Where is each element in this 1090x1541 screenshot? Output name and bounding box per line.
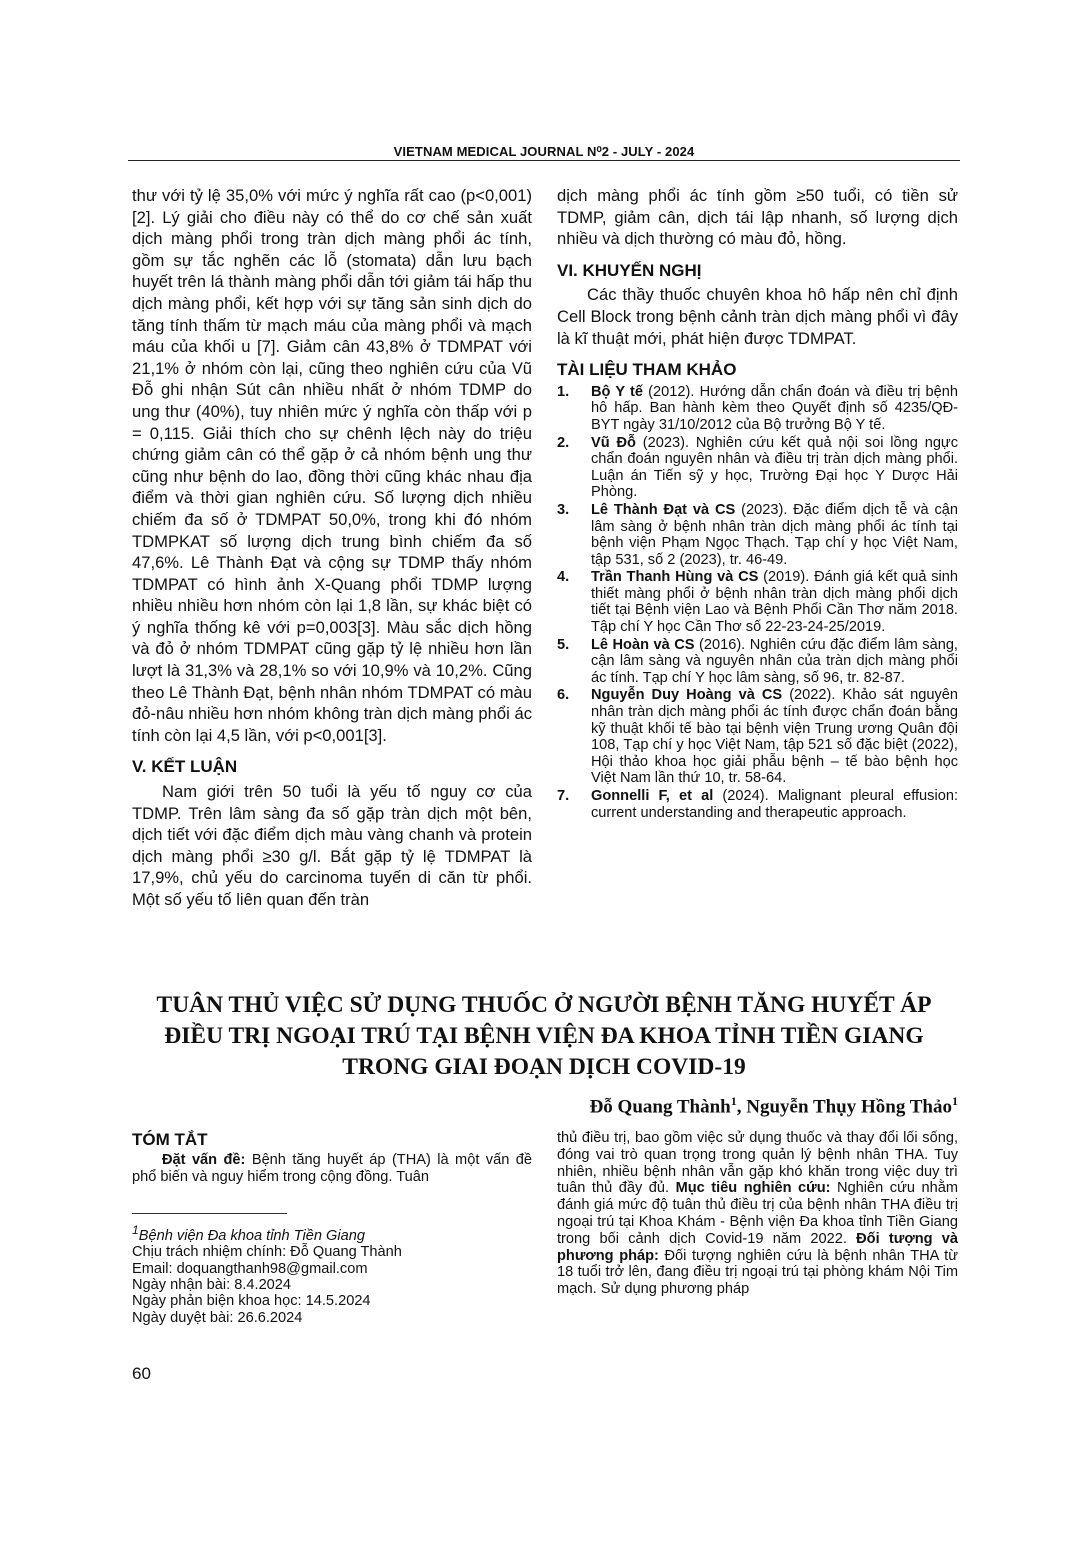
article-title [128,990,960,1083]
abstract-lead: Mục tiêu nghiên cứu: [675,1180,831,1197]
reference-text: (2023). Đặc điểm dịch tễ và cận lâm sàng ở bệnh nhân tràn dịch màng phổi ác tính tại bệnh viện Phạm Ngọc Thạch. Tạp chí y học Việt Nam, tập 531, số 2 (2023), tr. 46-49. [591,501,959,568]
reference-item [557,637,958,687]
footnote-affiliation [132,1222,532,1244]
reference-author: Nguyễn Duy Hoàng và CS [591,687,783,704]
author-affiliation-mark: 1 [730,1094,737,1108]
reference-number: 7. [557,788,570,804]
reference-number: 5. [557,636,570,653]
reference-text: (2016). Nghiên cứu đặc điểm lâm sàng, cận lâm sàng và nguyên nhân của tràn dịch màng phổi ác tính. Tạp chí Y học lâm sàng, số 96, tr. 82-87. [591,636,958,686]
reference-text: (2023). Nghiên cứu kết quả nội soi lồng ngực chẩn đoán nguyên nhân và điều trị tràn dịch màng phổi. Luận án Tiến sỹ y học, Trường Đại học Y Dược Hải Phòng. [591,434,958,501]
reference-author: Gonnelli F, et al [591,788,714,804]
discussion-paragraph: thư với tỷ lệ 35,0% với mức ý nghĩa rất cao (p<0,001) [2]. Lý giải cho điều này có thể do cơ chế sản xuất dịch màng phổi trong tràn dịch màng phổi ác tính, gồm sự tắc nghẽn các lỗ (stomata) dẫn lưu bạch huyết trên lá thành màng phổi dẫn tới giảm tái hấp thu dịch màng phổi, kết hợp với sự tăng sản sinh dịch do tăng tính thấm từ mạch máu của màng phổi và mạch máu của khối u [7]. Giảm cân 43,8% ở TDMPAT với 21,1% ở nhóm còn lại, cũng theo nghiên cứu của Vũ Đỗ ghi nhận Sút cân nhiều nhất ở nhóm TDMP do ung thư (40%), tuy nhiên mức ý nghĩa còn thấp với p = 0,115. Giải thích cho sự chênh lệch này do triệu chứng giảm cân có thể gặp ở cả nhóm bệnh ung thư cũng như bệnh do lao, đồng thời cũng khác nhau địa điểm và thời gian nghiên cứu. Số lượng dịch nhiều chiếm đa số ở TDMPAT 50,0%, trong khi đó nhóm TDMPKAT số lượng dịch trung bình chiếm đa số 47,6%. Lê Thành Đạt và cộng sự TDMP thấy nhóm TDMPAT có hình ảnh X-Quang phổi TDMP lượng nhiều nhiều hơn nhóm còn lại 1,8 lần, sự khác biệt có ý nghĩa thống kê với p=0,003[3]. Màu sắc dịch hồng và đỏ ở nhóm TDMPAT cũng gặp tỷ lệ nhiều hơn lần lượt là 31,3% và 28,1% so với 10,9% và 10,2%. Cũng theo Lê Thành Đạt, bệnh nhân nhóm TDMPAT có màu đỏ-nâu nhiều hơn nhóm không tràn dịch màng phổi ác tính còn lại 4,5 lần, với p<0,001[3]. [132,186,532,745]
reference-author: Lê Thành Đạt và CS [591,501,736,518]
footnote-received: Ngày nhận bài: 8.4.2024 [132,1277,292,1294]
reference-number: 2. [557,434,570,451]
abstract-left [132,1130,532,1185]
references-heading: TÀI LIỆU THAM KHẢO [557,360,737,380]
recommendation-heading: VI. KHUYẾN NGHỊ [557,260,702,280]
reference-item [557,788,958,821]
recommendation-paragraph: Các thầy thuốc chuyên khoa hô hấp nên chỉ định Cell Block trong bệnh cảnh tràn dịch màng phổi vì đây là kĩ thuật mới, phát hiện được TDMPAT. [557,285,958,348]
reference-number: 6. [557,687,570,704]
conclusion-continued-paragraph: dịch màng phổi ác tính gồm ≥50 tuổi, có tiền sử TDMP, giảm cân, dịch tái lập nhanh, số lượng dịch nhiều và dịch thường có màu đỏ, hồng. [557,186,958,249]
reference-text: (2024). Malignant pleural effusion: current understanding and therapeutic approach. [591,788,959,821]
reference-item [557,384,958,434]
footnote-rule [132,1213,287,1214]
reference-number: 4. [557,569,570,586]
reference-author: Bộ Y tế [591,383,643,400]
abstract-lead: Đối tượng và phương pháp: [557,1230,958,1264]
abstract-paragraph [132,1152,532,1185]
page-number: 60 [132,1364,151,1383]
footnotes [132,1222,532,1326]
abstract-text: thủ điều trị, bao gồm việc sử dụng thuốc và thay đổi lối sống, đóng vai trò quan trọng trong quản lý bệnh nhân THA. Tuy nhiên, nhiều bệnh nhân vẫn gặp khó khăn trong việc duy trì tuân thủ đầy đủ. [557,1130,958,1197]
footnote-reviewed: Ngày phản biện khoa học: 14.5.2024 [132,1293,371,1310]
affiliation-text: Bệnh viện Đa khoa tỉnh Tiền Giang [138,1227,365,1244]
journal-header: VIETNAM MEDICAL JOURNAL N⁰2 - JULY - 2024 [393,144,695,159]
reference-text: (2022). Khảo sát nguyên nhân tràn dịch màng phổi ác tính được chẩn đoán bằng kỹ thuật khối tế bào tại bệnh viện Trung ương Quân đội 108, Tạp chí y học Việt Nam, tập 521 số đặc biệt (2022), Hội thảo khoa học giải phẫu bệnh – tế bào bệnh học Việt Nam lần thứ 10, tr. 58-64. [591,687,958,787]
abstract-text: Bệnh tăng huyết áp (THA) là một vấn đề phổ biến và nguy hiểm trong cộng đồng. Tuân [132,1152,532,1185]
reference-number: 3. [557,501,570,518]
references-list [557,384,958,821]
article-title-line: TUÂN THỦ VIỆC SỬ DỤNG THUỐC Ở NGƯỜI BỆNH TĂNG HUYẾT ÁP [156,992,932,1018]
reference-author: Trần Thanh Hùng và CS [591,569,759,586]
left-column [132,185,532,911]
reference-item [557,687,958,787]
conclusion-heading: V. KẾT LUẬN [132,757,238,777]
author-affiliation-mark: 1 [952,1094,958,1108]
abstract-right [557,1130,958,1298]
reference-item [557,435,958,501]
footnote-accepted: Ngày duyệt bài: 26.6.2024 [132,1309,303,1326]
reference-item [557,502,958,568]
header-rule [128,160,960,161]
abstract-heading: TÓM TẮT [132,1130,208,1149]
reference-author: Lê Hoàn và CS [591,636,695,653]
reference-number: 1. [557,383,570,400]
abstract-text: Nghiên cứu nhằm đánh giá mức độ tuân thủ điều trị của bệnh nhân THA điều trị ngoại trú tại Khoa Khám - Bệnh viện Đa khoa tỉnh Tiền Giang trong bối cảnh dịch Covid-19 năm 2022. [557,1180,958,1247]
author-separator: , [736,1096,747,1118]
author-name: Nguyễn Thụy Hồng Thảo [746,1096,952,1118]
article-title-line: ĐIỀU TRỊ NGOẠI TRÚ TẠI BỆNH VIỆN ĐA KHOA TỈNH TIỀN GIANG [164,1023,924,1049]
reference-text: (2019). Đánh giá kết quả sinh thiết màng phổi ở bệnh nhân tràn dịch màng phổi dịch tiết tại Bệnh viện Lao và Bệnh Phổi Cần Thơ năm 2018. Tập chí Y học Cần Thơ số 22-23-24-25/2019. [591,569,958,636]
footnote-mark: 1 [132,1223,139,1237]
abstract-lead: Đặt vấn đề: [162,1152,246,1168]
right-column [557,185,958,822]
author-name: Đỗ Quang Thành [589,1096,731,1118]
article-title-line: TRONG GIAI ĐOẠN DỊCH COVID-19 [342,1054,746,1080]
abstract-text: Đối tượng nghiên cứu là bệnh nhân THA từ 18 tuổi trở lên, đang điều trị ngoại trú tại phòng khám Nội Tim mạch. Sử dụng phương pháp [557,1247,958,1298]
footnote-responsible: Chịu trách nhiệm chính: Đỗ Quang Thành [132,1244,402,1261]
reference-author: Vũ Đỗ [591,434,636,451]
article-authors [590,1094,958,1118]
reference-text: (2012). Hướng dẫn chẩn đoán và điều trị bệnh hô hấp. Ban hành kèm theo Quyết định số 4235/QĐ-BYT ngày 31/10/2012 của Bộ trưởng Bộ Y tế. [591,383,958,433]
conclusion-paragraph: Nam giới trên 50 tuổi là yếu tố nguy cơ của TDMP. Trên lâm sàng đa số gặp tràn dịch một bên, dịch tiết với đặc điểm dịch màu vàng chanh và protein dịch màng phổi ≥30 g/l. Bắt gặp tỷ lệ TDMPAT là 17,9%, chủ yếu do carcinoma tuyến di căn từ phổi. Một số yếu tố liên quan đến tràn [132,782,532,909]
footnote-email: Email: doquangthanh98@gmail.com [132,1260,368,1277]
reference-item [557,569,958,635]
